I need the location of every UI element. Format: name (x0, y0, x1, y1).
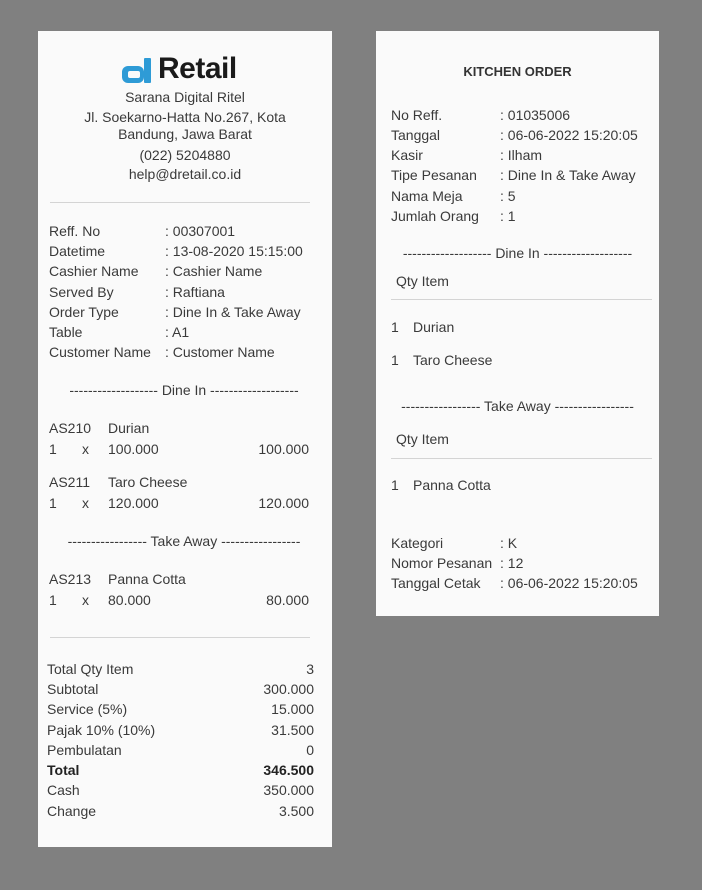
info-label: Tanggal (391, 127, 441, 143)
footer-label: Tanggal Cetak (391, 575, 481, 591)
info-label: Kasir (391, 147, 423, 163)
item-price: 100.000 (108, 441, 159, 457)
info-value: : Customer Name (165, 344, 275, 360)
info-label: Tipe Pesanan (391, 167, 477, 183)
logo-d-icon (120, 55, 160, 87)
item-qty: 1 (49, 495, 57, 511)
kitchen-order-title: KITCHEN ORDER (463, 64, 572, 79)
item-x: x (82, 495, 89, 511)
qty-item-header: Qty Item (396, 273, 449, 289)
summary-label: Cash (47, 782, 80, 798)
info-label: No Reff. (391, 107, 443, 123)
item-name: Panna Cotta (413, 477, 491, 493)
info-value: : 1 (500, 208, 516, 224)
summary-label: Subtotal (47, 681, 99, 697)
item-name: Panna Cotta (108, 571, 186, 587)
info-label: Datetime (49, 243, 106, 259)
qty-item-header: Qty Item (396, 431, 449, 447)
info-value: : 13-08-2020 15:15:00 (165, 243, 303, 259)
info-value: : Raftiana (165, 284, 225, 300)
summary-value: 300.000 (263, 681, 314, 697)
section-separator-take-away: ----------------- Take Away ----------------- (67, 533, 301, 549)
info-label: Customer Name (49, 344, 151, 360)
section-separator-dine-in: ------------------- Dine In ------------------- (69, 382, 299, 398)
item-code: AS213 (49, 571, 92, 587)
footer-value: : K (500, 535, 518, 551)
item-qty: 1 (391, 477, 399, 493)
info-value: : Ilham (500, 147, 543, 163)
summary-value: 350.000 (263, 782, 314, 798)
item-price: 80.000 (108, 592, 151, 608)
info-label: Jumlah Orang (391, 208, 479, 224)
store-name: Sarana Digital Ritel (125, 89, 245, 105)
item-name: Durian (413, 319, 455, 335)
summary-value: 0 (306, 742, 314, 758)
item-x: x (82, 441, 89, 457)
summary-label: Total Qty Item (47, 661, 134, 677)
summary-label: Pembulatan (47, 742, 122, 758)
info-label: Served By (49, 284, 114, 300)
info-value: : 06-06-2022 15:20:05 (500, 127, 638, 143)
info-label: Nama Meja (391, 188, 463, 204)
item-code: AS211 (49, 474, 90, 490)
summary-value: 3.500 (278, 803, 314, 819)
divider (391, 458, 652, 459)
info-label: Order Type (49, 304, 119, 320)
info-value: : 01035006 (500, 107, 571, 123)
store-email: help@dretail.co.id (128, 166, 242, 182)
kitchen-order (376, 31, 659, 616)
section-separator-dine-in: ------------------- Dine In ------------------- (402, 245, 633, 261)
info-value: : Dine In & Take Away (500, 167, 636, 183)
item-qty: 1 (391, 352, 399, 368)
info-value: : Cashier Name (165, 263, 263, 279)
item-name: Taro Cheese (413, 352, 493, 368)
divider (391, 299, 652, 300)
item-x: x (82, 592, 89, 608)
item-total: 100.000 (258, 441, 309, 457)
info-label: Table (49, 324, 83, 340)
section-separator-take-away: ----------------- Take Away ----------------- (401, 398, 634, 414)
info-value: : A1 (165, 324, 190, 340)
dretail-logo (120, 52, 250, 87)
footer-value: : 06-06-2022 15:20:05 (500, 575, 638, 591)
info-label: Cashier Name (49, 263, 139, 279)
item-name: Durian (108, 420, 150, 436)
store-address-line2: Bandung, Jawa Barat (118, 126, 252, 142)
summary-label-total: Total (47, 762, 80, 778)
item-qty: 1 (49, 592, 57, 608)
divider (50, 637, 310, 638)
summary-value: 31.500 (271, 722, 314, 738)
summary-label: Service (5%) (47, 701, 128, 717)
divider (50, 202, 310, 203)
summary-value: 3 (306, 661, 314, 677)
logo-wordmark: Retail (158, 52, 237, 85)
info-value: : 5 (500, 188, 516, 204)
summary-label: Pajak 10% (10%) (47, 722, 156, 738)
store-phone: (022) 5204880 (139, 147, 231, 163)
item-qty: 1 (49, 441, 57, 457)
info-value: : Dine In & Take Away (165, 304, 301, 320)
summary-label: Change (47, 803, 97, 819)
info-label: Reff. No (49, 223, 101, 239)
footer-value: : 12 (500, 555, 524, 571)
receipt (38, 31, 332, 847)
item-name: Taro Cheese (108, 474, 188, 490)
item-qty: 1 (391, 319, 399, 335)
summary-value-total: 346.500 (263, 762, 314, 778)
store-address-line1: Jl. Soekarno-Hatta No.267, Kota (84, 109, 286, 125)
item-code: AS210 (49, 420, 92, 436)
summary-value: 15.000 (271, 701, 314, 717)
item-total: 120.000 (258, 495, 309, 511)
footer-label: Kategori (391, 535, 444, 551)
info-value: : 00307001 (165, 223, 236, 239)
footer-label: Nomor Pesanan (391, 555, 493, 571)
item-price: 120.000 (108, 495, 159, 511)
item-total: 80.000 (266, 592, 309, 608)
